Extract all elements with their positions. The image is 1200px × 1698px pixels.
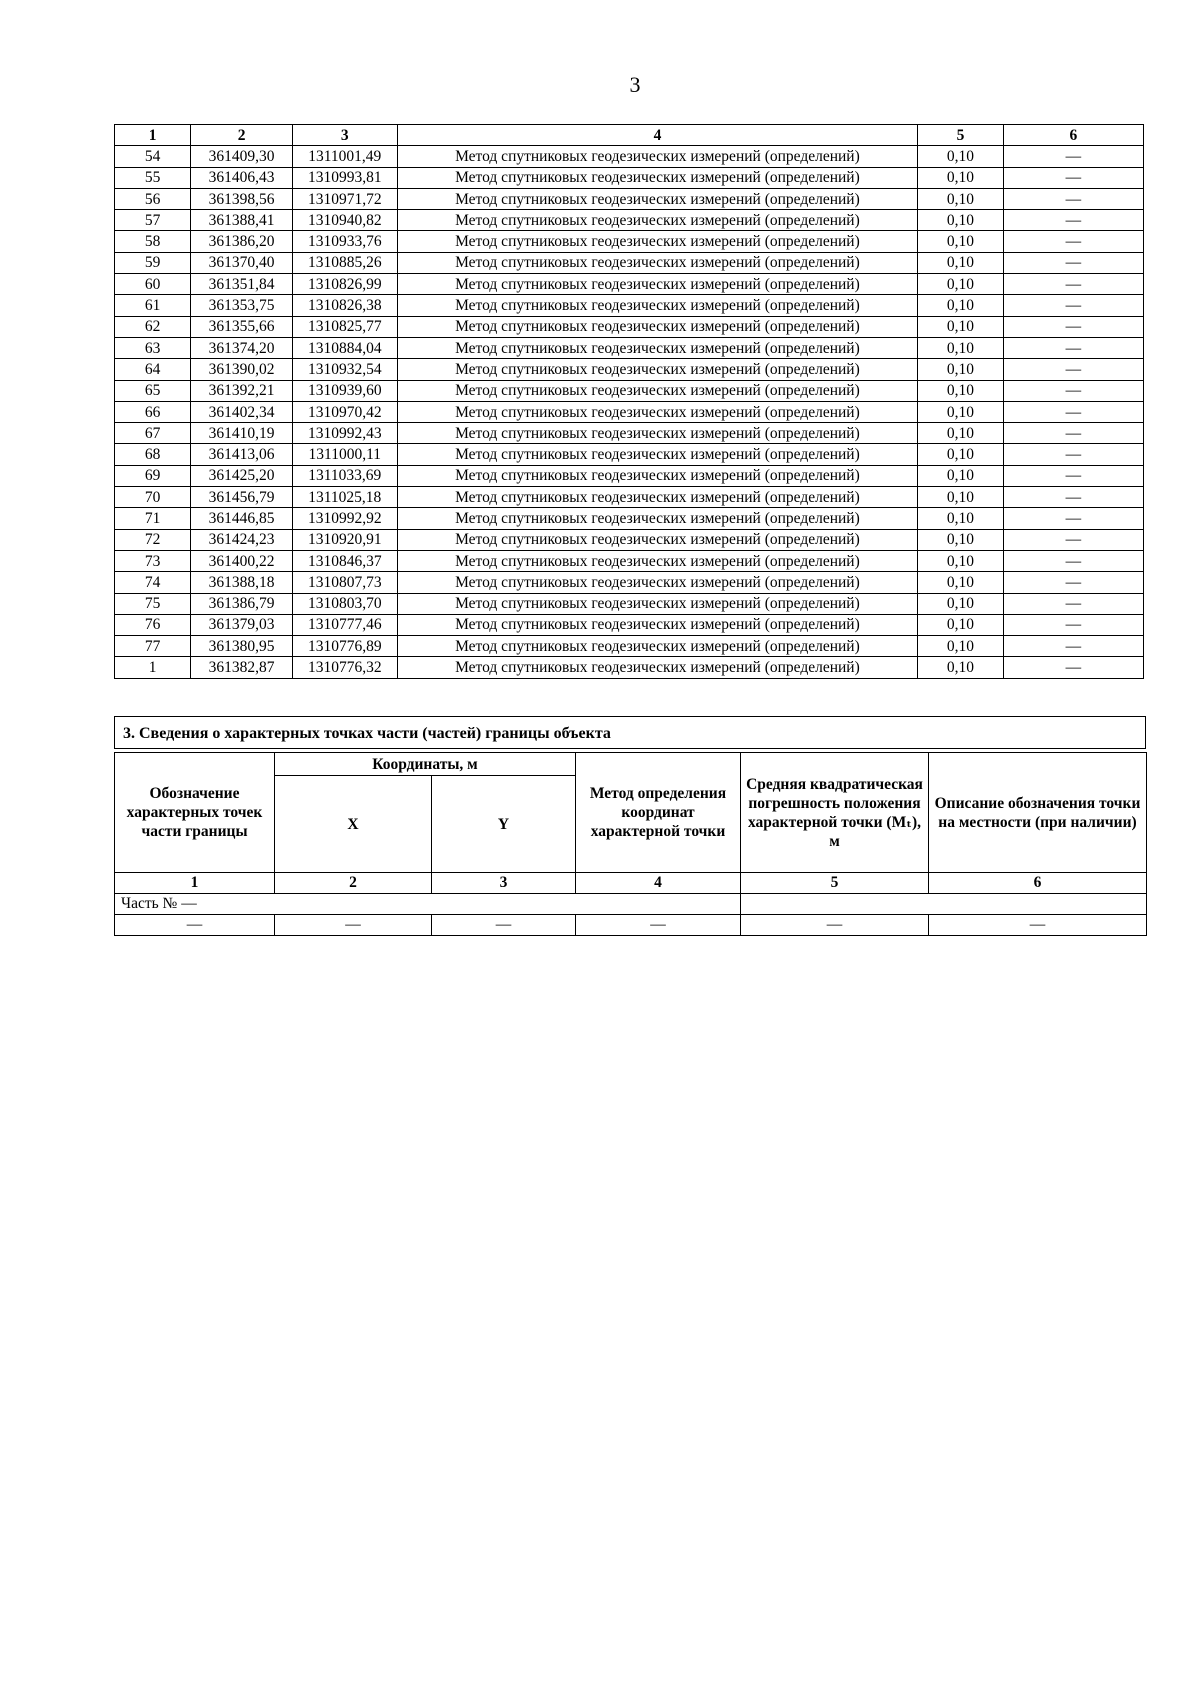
error-value: 0,10: [918, 401, 1003, 422]
description: —: [1003, 146, 1143, 167]
point-number: 75: [115, 593, 191, 614]
method: Метод спутниковых геодезических измерений (определений): [397, 529, 918, 550]
table-row: [115, 657, 1144, 678]
description: —: [1003, 380, 1143, 401]
coord-y: 1310932,54: [292, 359, 397, 380]
coord-y: 1310807,73: [292, 572, 397, 593]
coord-x: 361379,03: [191, 614, 293, 635]
table-row: [115, 337, 1144, 358]
coord-y: 1310776,32: [292, 657, 397, 678]
error-value: 0,10: [918, 231, 1003, 252]
empty-cell: —: [275, 915, 432, 936]
method: Метод спутниковых геодезических измерений (определений): [397, 487, 918, 508]
column-number: 1: [115, 125, 191, 146]
error-value: 0,10: [918, 508, 1003, 529]
coord-y: 1310846,37: [292, 550, 397, 571]
table-row: [115, 167, 1144, 188]
description: —: [1003, 316, 1143, 337]
method: Метод спутниковых геодезических измерений (определений): [397, 252, 918, 273]
coord-x: 361353,75: [191, 295, 293, 316]
coord-y: 1310776,89: [292, 636, 397, 657]
description: —: [1003, 614, 1143, 635]
method: Метод спутниковых геодезических измерений (определений): [397, 657, 918, 678]
column-numbers-row: [115, 873, 1147, 894]
coord-x: 361374,20: [191, 337, 293, 358]
method: Метод спутниковых геодезических измерений (определений): [397, 572, 918, 593]
point-number: 1: [115, 657, 191, 678]
coordinates-table: [114, 124, 1144, 679]
method: Метод спутниковых геодезических измерений (определений): [397, 444, 918, 465]
method: Метод спутниковых геодезических измерений (определений): [397, 295, 918, 316]
table-row: [115, 487, 1144, 508]
table-row: [115, 636, 1144, 657]
description: —: [1003, 337, 1143, 358]
error-value: 0,10: [918, 465, 1003, 486]
empty-cell: —: [741, 915, 929, 936]
error-value: 0,10: [918, 252, 1003, 273]
table-row: [115, 252, 1144, 273]
table-row: [115, 614, 1144, 635]
table-row: [115, 359, 1144, 380]
method: Метод спутниковых геодезических измерений (определений): [397, 274, 918, 295]
coord-x: 361386,20: [191, 231, 293, 252]
coord-y: 1310777,46: [292, 614, 397, 635]
table-row: [115, 465, 1144, 486]
error-value: 0,10: [918, 295, 1003, 316]
table-row: [115, 444, 1144, 465]
table-row: [115, 593, 1144, 614]
column-number: 5: [918, 125, 1003, 146]
column-numbers-row: [115, 125, 1144, 146]
description: —: [1003, 274, 1143, 295]
error-value: 0,10: [918, 444, 1003, 465]
coord-y: 1310971,72: [292, 188, 397, 209]
empty-cell: —: [929, 915, 1147, 936]
column-number: 2: [191, 125, 293, 146]
error-value: 0,10: [918, 210, 1003, 231]
description: —: [1003, 487, 1143, 508]
point-number: 57: [115, 210, 191, 231]
point-number: 55: [115, 167, 191, 188]
coord-y: 1310970,42: [292, 401, 397, 422]
point-number: 76: [115, 614, 191, 635]
coord-y: 1310992,43: [292, 423, 397, 444]
point-number: 67: [115, 423, 191, 444]
coord-x: 361355,66: [191, 316, 293, 337]
method: Метод спутниковых геодезических измерений (определений): [397, 423, 918, 444]
method: Метод спутниковых геодезических измерений (определений): [397, 337, 918, 358]
method: Метод спутниковых геодезических измерений (определений): [397, 380, 918, 401]
method: Метод спутниковых геодезических измерений (определений): [397, 593, 918, 614]
header-y: Y: [432, 776, 576, 873]
table-row: [115, 188, 1144, 209]
description: —: [1003, 401, 1143, 422]
part-row: [115, 894, 1147, 915]
point-number: 65: [115, 380, 191, 401]
coord-y: 1310933,76: [292, 231, 397, 252]
point-number: 59: [115, 252, 191, 273]
table-row: [115, 401, 1144, 422]
description: —: [1003, 423, 1143, 444]
description: —: [1003, 295, 1143, 316]
method: Метод спутниковых геодезических измерений (определений): [397, 636, 918, 657]
table-row: [115, 508, 1144, 529]
description: —: [1003, 252, 1143, 273]
coord-x: 361382,87: [191, 657, 293, 678]
part-points-table: [114, 752, 1147, 936]
coord-x: 361413,06: [191, 444, 293, 465]
coord-x: 361409,30: [191, 146, 293, 167]
error-value: 0,10: [918, 188, 1003, 209]
coord-y: 1310826,99: [292, 274, 397, 295]
point-number: 69: [115, 465, 191, 486]
coord-x: 361402,34: [191, 401, 293, 422]
coord-x: 361398,56: [191, 188, 293, 209]
column-number: 6: [929, 873, 1147, 894]
point-number: 60: [115, 274, 191, 295]
column-number: 1: [115, 873, 275, 894]
coord-x: 361390,02: [191, 359, 293, 380]
coord-y: 1310803,70: [292, 593, 397, 614]
coord-y: 1311001,49: [292, 146, 397, 167]
description: —: [1003, 550, 1143, 571]
point-number: 62: [115, 316, 191, 337]
table-row: [115, 423, 1144, 444]
coord-y: 1311000,11: [292, 444, 397, 465]
error-value: 0,10: [918, 359, 1003, 380]
error-value: 0,10: [918, 529, 1003, 550]
table-row: [115, 316, 1144, 337]
header-error: Средняя квадратическая погрешность положения характерной точки (Mₜ), м: [741, 753, 929, 873]
coord-y: 1311033,69: [292, 465, 397, 486]
coord-y: 1310940,82: [292, 210, 397, 231]
empty-cell: —: [576, 915, 741, 936]
description: —: [1003, 444, 1143, 465]
error-value: 0,10: [918, 614, 1003, 635]
section3-title: 3. Сведения о характерных точках части (частей) границы объекта: [115, 717, 1145, 749]
description: —: [1003, 508, 1143, 529]
description: —: [1003, 593, 1143, 614]
method: Метод спутниковых геодезических измерений (определений): [397, 465, 918, 486]
error-value: 0,10: [918, 487, 1003, 508]
empty-row: [115, 915, 1147, 936]
table-row: [115, 572, 1144, 593]
description: —: [1003, 231, 1143, 252]
method: Метод спутниковых геодезических измерений (определений): [397, 401, 918, 422]
coord-x: 361388,18: [191, 572, 293, 593]
method: Метод спутниковых геодезических измерений (определений): [397, 359, 918, 380]
coord-x: 361386,79: [191, 593, 293, 614]
coord-x: 361400,22: [191, 550, 293, 571]
table-row: [115, 529, 1144, 550]
column-number: 4: [576, 873, 741, 894]
coord-x: 361370,40: [191, 252, 293, 273]
coord-x: 361446,85: [191, 508, 293, 529]
coord-x: 361351,84: [191, 274, 293, 295]
method: Метод спутниковых геодезических измерений (определений): [397, 508, 918, 529]
method: Метод спутниковых геодезических измерений (определений): [397, 550, 918, 571]
coord-y: 1310939,60: [292, 380, 397, 401]
table-row: [115, 231, 1144, 252]
coord-x: 361380,95: [191, 636, 293, 657]
point-number: 64: [115, 359, 191, 380]
description: —: [1003, 359, 1143, 380]
error-value: 0,10: [918, 337, 1003, 358]
point-number: 70: [115, 487, 191, 508]
method: Метод спутниковых геодезических измерений (определений): [397, 231, 918, 252]
error-value: 0,10: [918, 316, 1003, 337]
part-label: Часть № —: [115, 894, 741, 915]
error-value: 0,10: [918, 167, 1003, 188]
coord-x: 361410,19: [191, 423, 293, 444]
description: —: [1003, 636, 1143, 657]
coord-y: 1310992,92: [292, 508, 397, 529]
table-row: [115, 146, 1144, 167]
section3-panel: [114, 716, 1146, 749]
header-designation: Обозначение характерных точек части границы: [115, 753, 275, 873]
description: —: [1003, 188, 1143, 209]
description: —: [1003, 167, 1143, 188]
column-number: 5: [741, 873, 929, 894]
coord-x: 361406,43: [191, 167, 293, 188]
description: —: [1003, 657, 1143, 678]
column-number: 3: [292, 125, 397, 146]
point-number: 61: [115, 295, 191, 316]
point-number: 66: [115, 401, 191, 422]
error-value: 0,10: [918, 423, 1003, 444]
coord-y: 1310825,77: [292, 316, 397, 337]
coord-y: 1310920,91: [292, 529, 397, 550]
point-number: 74: [115, 572, 191, 593]
coord-x: 361388,41: [191, 210, 293, 231]
table-row: [115, 550, 1144, 571]
table-row: [115, 210, 1144, 231]
method: Метод спутниковых геодезических измерений (определений): [397, 146, 918, 167]
coord-x: 361425,20: [191, 465, 293, 486]
coord-x: 361456,79: [191, 487, 293, 508]
point-number: 77: [115, 636, 191, 657]
method: Метод спутниковых геодезических измерений (определений): [397, 316, 918, 337]
table-row: [115, 274, 1144, 295]
header-description: Описание обозначения точки на местности (при наличии): [929, 753, 1147, 873]
point-number: 56: [115, 188, 191, 209]
error-value: 0,10: [918, 380, 1003, 401]
header-coordinates: Координаты, м: [275, 753, 576, 776]
point-number: 73: [115, 550, 191, 571]
header-method: Метод определения координат характерной точки: [576, 753, 741, 873]
error-value: 0,10: [918, 146, 1003, 167]
description: —: [1003, 572, 1143, 593]
coord-x: 361424,23: [191, 529, 293, 550]
error-value: 0,10: [918, 593, 1003, 614]
error-value: 0,10: [918, 572, 1003, 593]
coord-y: 1310826,38: [292, 295, 397, 316]
coord-y: 1310993,81: [292, 167, 397, 188]
table-row: [115, 380, 1144, 401]
method: Метод спутниковых геодезических измерений (определений): [397, 167, 918, 188]
empty-cell: —: [115, 915, 275, 936]
column-number: 3: [432, 873, 576, 894]
method: Метод спутниковых геодезических измерений (определений): [397, 614, 918, 635]
column-number: 6: [1003, 125, 1143, 146]
table-row: [115, 295, 1144, 316]
point-number: 72: [115, 529, 191, 550]
error-value: 0,10: [918, 657, 1003, 678]
coordinates-table-body: [115, 125, 1144, 679]
coord-y: 1310885,26: [292, 252, 397, 273]
point-number: 71: [115, 508, 191, 529]
coord-y: 1311025,18: [292, 487, 397, 508]
point-number: 54: [115, 146, 191, 167]
coord-y: 1310884,04: [292, 337, 397, 358]
point-number: 63: [115, 337, 191, 358]
column-number: 2: [275, 873, 432, 894]
method: Метод спутниковых геодезических измерений (определений): [397, 188, 918, 209]
page-number: 3: [629, 72, 641, 97]
description: —: [1003, 465, 1143, 486]
empty-cell: —: [432, 915, 576, 936]
part-empty-cell: [741, 894, 1147, 915]
point-number: 68: [115, 444, 191, 465]
error-value: 0,10: [918, 636, 1003, 657]
description: —: [1003, 529, 1143, 550]
column-number: 4: [397, 125, 918, 146]
point-number: 58: [115, 231, 191, 252]
error-value: 0,10: [918, 274, 1003, 295]
header-x: X: [275, 776, 432, 873]
method: Метод спутниковых геодезических измерений (определений): [397, 210, 918, 231]
coord-x: 361392,21: [191, 380, 293, 401]
description: —: [1003, 210, 1143, 231]
error-value: 0,10: [918, 550, 1003, 571]
